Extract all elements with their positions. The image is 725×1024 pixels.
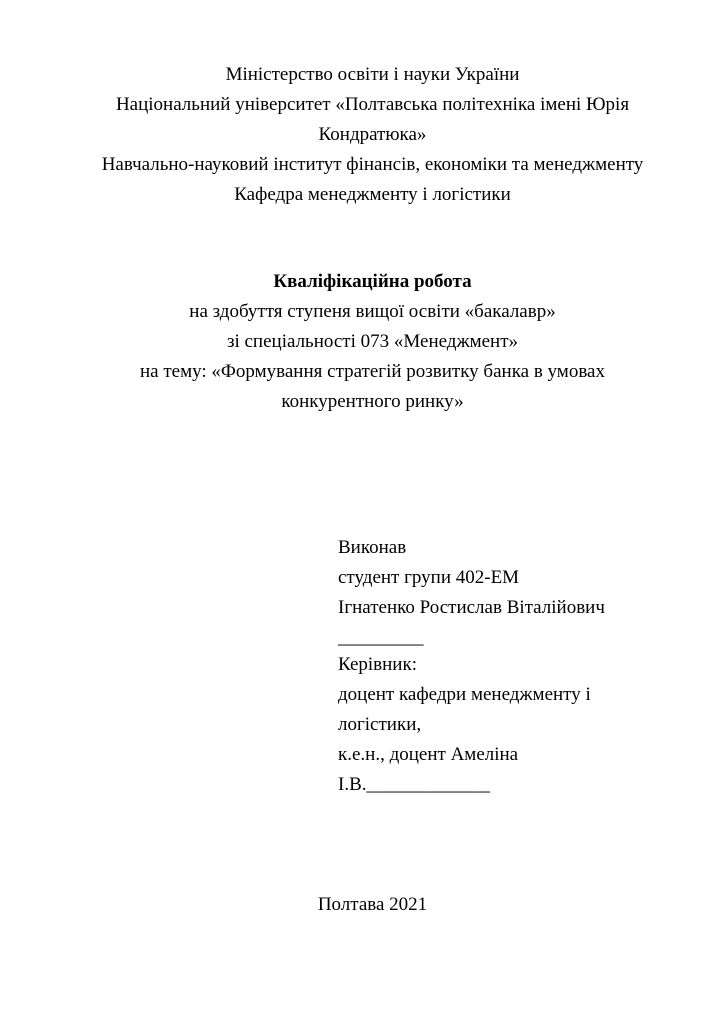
supervisor-position-line: доцент кафедри менеджменту і логістики, (338, 684, 591, 735)
footer-block (85, 890, 660, 920)
department-line: Кафедра менеджменту і логістики (234, 184, 511, 205)
author-block (338, 533, 668, 653)
theme-line: на тему: «Формування стратегій розвитку банка в умовах конкурентного ринку» (140, 361, 605, 412)
title-block (85, 267, 660, 417)
supervisor-role-line: Керівник: (338, 654, 417, 675)
ministry-line: Міністерство освіти і науки України (225, 64, 520, 85)
city-year-line: Полтава 2021 (317, 894, 428, 915)
author-name-line: Ігнатенко Ростислав Віталійович _________ (338, 597, 605, 648)
header-block (85, 60, 660, 210)
degree-line: на здобуття ступеня вищої освіти «бакалавр» (189, 301, 556, 322)
university-line: Національний університет «Полтавська політехніка імені Юрія Кондратюка» (115, 94, 630, 145)
supervisor-block (338, 650, 668, 800)
work-title: Кваліфікаційна робота (273, 271, 472, 292)
institute-line: Навчально-науковий інститут фінансів, економіки та менеджменту (101, 154, 644, 175)
author-role-line: Виконав (338, 537, 407, 558)
author-group-line: студент групи 402-ЕМ (338, 567, 520, 588)
specialty-line: зі спеціальності 073 «Менеджмент» (226, 331, 519, 352)
supervisor-name-line: к.е.н., доцент Амеліна І.В._____________ (338, 744, 519, 795)
